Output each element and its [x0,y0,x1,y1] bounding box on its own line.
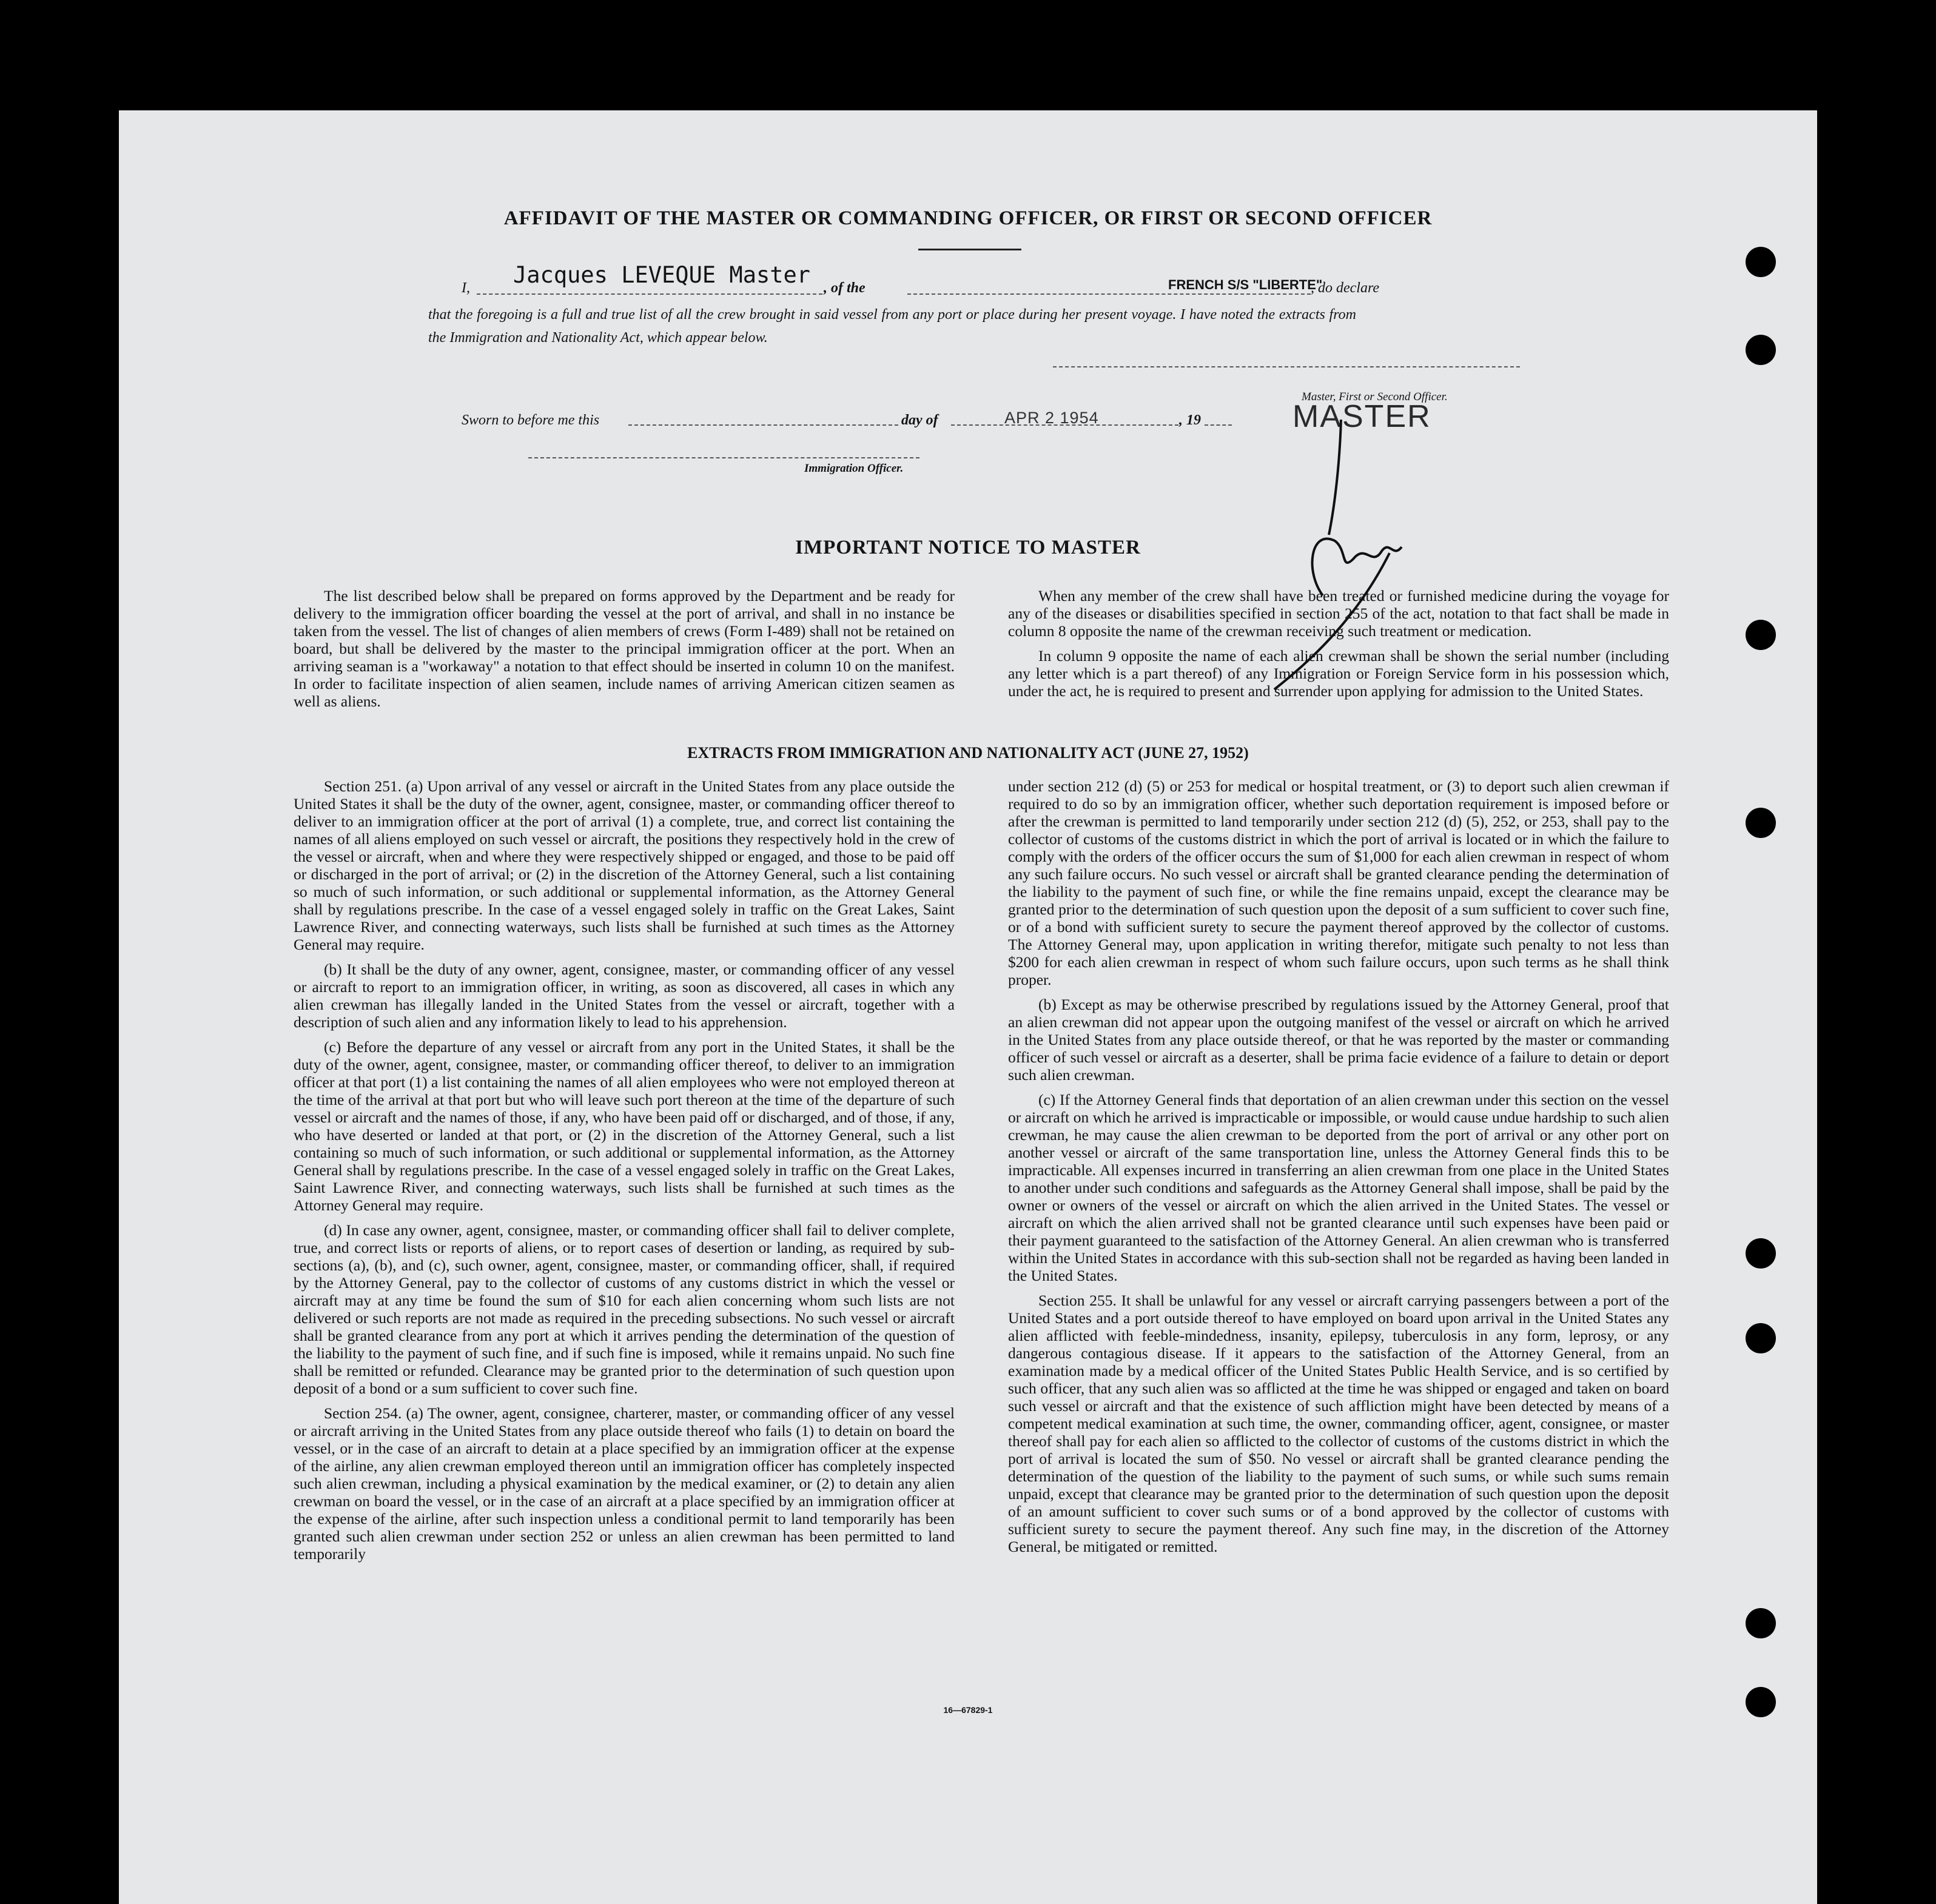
notice-left-paragraph: The list described below shall be prepared on forms approved by the Department and be ready for delivery to the immigration officer boarding the vessel at the port of arrival, and shall in no instance be taken from the vessel. The list of changes of alien members of crews (Form I-489) shall not be retained on board, but shall be delivered by the master to the principal immigration officer at the port. When an arriving seaman is a "workaway" a notation to that effect should be inserted in column 10 on the manifest. In order to facilitate inspection of alien seamen, include names of arriving American citizen seamen as well as aliens. [294,587,955,710]
declaration-lead: I, [462,280,470,296]
extract-paragraph: (d) In case any owner, agent, consignee, master, or commanding officer shall fail to deliver complete, true, and correct lists or reports of aliens, or to report cases of desertion or landing, as required by sub-sections (a), (b), and (c), such owner, agent, consignee, master, or commanding officer, shall, if required by the Attorney General, pay to the collector of customs of any customs district in which the vessel or aircraft may at any time be found the sum of $10 for each alien concerning whom such lists are not delivered or such reports are not made as required in the preceding subsections. No such vessel or aircraft shall be granted clearance from any port at which it arrives pending the determination of the question of the liability to the payment of such fine, and if such fine is imposed, while it remains unpaid. No such fine shall be remitted or refunded. Clearance may be granted prior to the determination of such question upon deposit of a bond or a sum sufficient to cover such fine. [294,1221,955,1397]
extract-paragraph: (c) Before the departure of any vessel or aircraft from any port in the United States, it shall be the duty of the owner, agent, consignee, master, or commanding officer thereof, to deliver to an immigration officer at that port (1) a list containing the names of all alien employees who were not employed thereon at the time of the arrival at that port but who will leave such port thereon at the time of the departure of such vessel or aircraft and the names of those, if any, who have been paid off or discharged, and of those, if any, who have deserted or landed at that port, or (2) in the discretion of the Attorney General, such a list containing so much of such information, or such additional or supplemental information, as the Attorney General shall by regulations prescribe. In the case of a vessel engaged solely in traffic on the Great Lakes, Saint Lawrence River, and connecting waterways, such lists shall be furnished at such times as the Attorney General may require. [294,1038,955,1214]
year-line [1205,406,1232,426]
officer-signature-line [1053,365,1520,367]
of-the-label: , of the [824,280,865,296]
punch-hole [1746,620,1776,650]
punch-hole [1746,335,1776,365]
punch-hole [1746,1238,1776,1269]
immigration-officer-caption: Immigration Officer. [804,462,904,475]
extract-paragraph: Section 254. (a) The owner, agent, consignee, charterer, master, or commanding officer of any vessel or aircraft arriving in the United States from any place outside thereof who fails (1) to detain on board the vessel, or in the case of an aircraft to detain at a place specified by an immigration officer at the expense of the airline, any alien crewman employed thereon until an immigration officer has completely inspected such alien crewman, including a physical examination by the medical examiner, or (2) to detain any alien crewman on board the vessel, or in the case of an aircraft at a place specified by an immigration officer at the expense of the airline, after such inspection unless a conditional permit to land temporarily has been granted such alien crewman under section 252 or unless an alien crewman has been permitted to land temporarily [294,1404,955,1563]
extract-paragraph: under section 212 (d) (5) or 253 for medical or hospital treatment, or (3) to deport such alien crewman if required to do so by an immigration officer, whether such deportation requirement is imposed before or after the crewman is permitted to land temporarily under section 212 (d) (5), 252, or 253, shall pay to the collector of customs of the customs district in which the port of arrival is located or in which the failure to comply with the orders of the officer occurs the sum of $1,000 for each alien crewman in respect of whom any such failure occurs. No such vessel or aircraft shall be granted clearance pending the determination of the liability to the payment of such fine, or while the fine remains unpaid, except the clearance may be granted prior to the determination of such question upon the deposit of a sum sufficient to cover such fine, or of a bond with sufficient surety to secure the payment thereof approved by the collector of customs. The Attorney General may, upon application in writing therefor, mitigate such penalty to not less than $200 for each alien crewman in respect of whom such failure occurs, upon such terms as he shall think proper. [1008,777,1669,988]
date-stamp: APR 2 1954 [1004,409,1099,427]
notice-right-column [1008,587,1669,707]
punch-hole [1746,808,1776,838]
day-of-label: day of [901,412,938,428]
extract-paragraph: Section 255. It shall be unlawful for any vessel or aircraft carrying passengers between a port of the United States and a port outside thereof to have employed on board upon arrival in the United States any alien afflicted with feeble-mindedness, insanity, epilepsy, tuberculosis in any form, leprosy, or any dangerous contagious disease. If it appears to the satisfaction of the Attorney General, from an examination made by a medical officer of the United States Public Health Service, and is so certified by such officer, that any such alien was so afflicted at the time he was shipped or engaged and taken on board such vessel or aircraft and that the existence of such affliction might have been detected by means of a competent medical examination at such time, the owner, commanding officer, agent, consignee, or master thereof shall pay for each alien so afflicted to the collector of customs of the customs district in which the port of arrival is located the sum of $50. No vessel or aircraft shall be granted clearance pending the determination of the question of the liability to the payment of such sums, or while such sums remain unpaid, except that clearance may be granted prior to the determination of such question upon the deposit of an amount sufficient to cover such sums or of a bond approved by the collector of customs with sufficient surety to secure the payment thereof. Any such fine may, in the discretion of the Attorney General, be mitigated or remitted. [1008,1292,1669,1555]
form-number: 16—67829-1 [943,1705,993,1715]
declarant-name: Jacques LEVEQUE Master [513,262,811,288]
vessel-name: FRENCH S/S "LIBERTE" [1168,277,1323,292]
notice-right-paragraph-1: When any member of the crew shall have been treated or furnished medicine during the voyage for any of the diseases or disabilities specified in section 255 of the act, notation to that fact shall be made in column 8 opposite the name of the crewman receiving such treatment or medication. [1008,587,1669,640]
document-page [119,110,1817,1904]
sworn-label: Sworn to before me this [462,412,600,428]
extract-paragraph: (c) If the Attorney General finds that deportation of an alien crewman under this section on the vessel or aircraft on which he arrived is impracticable or impossible, or would cause undue hardship to such alien crewman, he may cause the alien crewman to be deported from the port of arrival or any other port on another vessel or aircraft of the same transportation line, unless the Attorney General finds this to be impracticable. All expenses incurred in transferring an alien crewman from one place in the United States to another under such conditions and safeguards as the Attorney General shall impose, shall be paid by the owner or owners of the vessel or aircraft on which the alien arrived in the United States. The vessel or aircraft on which the alien arrived shall not be granted clearance until such expenses have been paid or their payment guaranteed to the satisfaction of the Attorney General. An alien crewman who is transferred within the United States in accordance with this sub-section shall not be regarded as having been landed in the United States. [1008,1091,1669,1284]
punch-hole [1746,1608,1776,1638]
title-rule [918,249,1021,250]
master-stamp: MASTER [1292,399,1431,434]
declaration-body: that the foregoing is a full and true list of all the crew brought in said vessel from any port or place during her present voyage. I have noted the extracts from the Immigration and Nationality Act, which appear below. [428,307,1356,346]
punch-hole [1746,247,1776,277]
extract-paragraph: Section 251. (a) Upon arrival of any vessel or aircraft in the United States from any place outside the United States it shall be the duty of the owner, agent, consignee, master, or commanding officer thereof to deliver to an immigration officer at the port of arrival (1) a complete, true, and correct list containing the names of all aliens employed on such vessel or aircraft, the positions they respectively hold in the crew of the vessel or aircraft, when and where they were respectively shipped or engaged, and those to be paid off or discharged in the port of arrival; or (2) in the discretion of the Attorney General, such a list containing so much of such information, or such additional or supplemental information, as the Attorney General shall by regulations prescribe. In the case of a vessel engaged solely in traffic on the Great Lakes, Saint Lawrence River, and connecting waterways, such lists shall be furnished at such times as the Attorney General may require. [294,777,955,953]
affidavit-title: AFFIDAVIT OF THE MASTER OR COMMANDING OFFICER, OR FIRST OR SECOND OFFICER [503,207,1433,229]
sworn-line [628,406,898,426]
extract-paragraph: (b) It shall be the duty of any owner, agent, consignee, master, or commanding officer of any vessel or aircraft to report to an immigration officer, in writing, as soon as discovered, all cases in which any alien crewman has illegally landed in the United States from the vessel or aircraft, together with a description of such alien and any information likely to lead to his apprehension. [294,960,955,1031]
notice-title: IMPORTANT NOTICE TO MASTER [795,537,1141,558]
extracts-left-column [294,777,955,1570]
notice-right-paragraph-2: In column 9 opposite the name of each alien crewman shall be shown the serial number (including any letter which is a part thereof) of any Immigration or Foreign Service form in his possession which, under the act, he is required to present and surrender upon applying for admission to the United States. [1008,647,1669,700]
year-label: , 19 [1179,412,1201,428]
immigration-officer-line [528,456,919,458]
punch-hole [1746,1687,1776,1717]
extract-paragraph: (b) Except as may be otherwise prescribed by regulations issued by the Attorney General, proof that an alien crewman did not appear upon the outgoing manifest of the vessel or aircraft on which he arrived in the United States from any place outside thereof, or that he was reported by the master or commanding officer of such vessel or aircraft as a deserter, shall be prima facie evidence of a failure to detain or deport such alien crewman. [1008,996,1669,1084]
officer-caption: Master, First or Second Officer. [1302,391,1448,403]
do-declare-label: , do declare [1311,280,1380,296]
punch-hole [1746,1323,1776,1353]
notice-left-column [294,587,955,717]
extracts-right-column [1008,777,1669,1563]
extracts-title: EXTRACTS FROM IMMIGRATION AND NATIONALITY ACT (JUNE 27, 1952) [687,744,1249,762]
